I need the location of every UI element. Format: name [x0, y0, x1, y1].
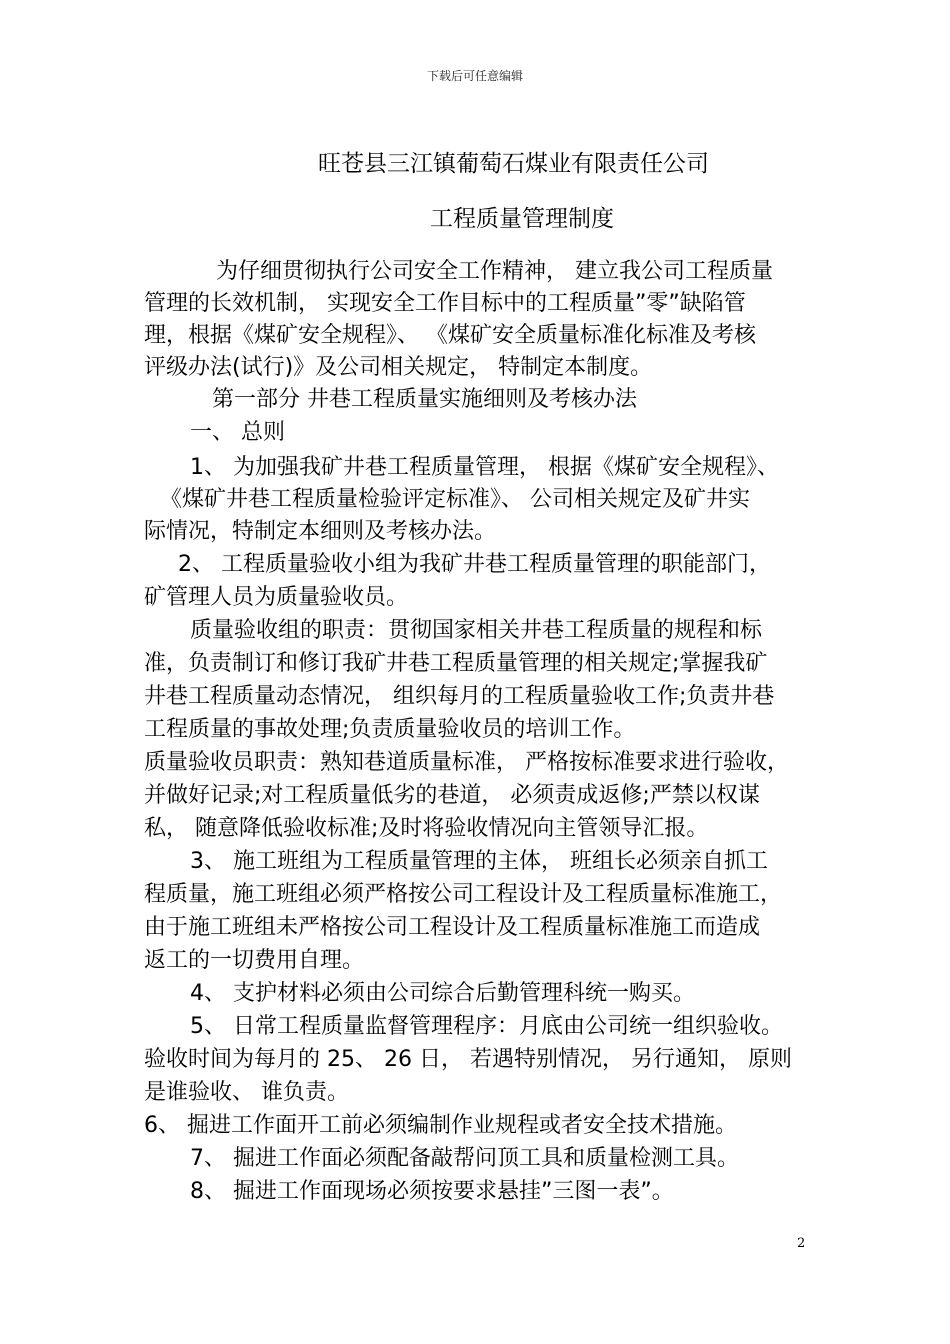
body-line: 私， 随意降低验收标准;及时将验收情况向主管领导汇报。 [144, 816, 709, 841]
body-line: 《煤矿井巷工程质量检验评定标准》、 公司相关规定及矿井实 [160, 487, 750, 512]
body-line: 质量验收组的职责：贯彻国家相关井巷工程质量的规程和标 [190, 618, 763, 643]
body-line: 际情况，特制定本细则及考核办法。 [144, 519, 497, 544]
body-line: 并做好记录;对工程质量低劣的巷道， 必须责成返修;严禁以权谋 [144, 783, 760, 808]
body-line: 验收时间为每月的 25、 26 日， 若遇特别情况， 另行通知， 原则 [144, 1047, 792, 1072]
body-line: 7、 掘进工作面必须配备敲帮问顶工具和质量检测工具。 [190, 1146, 739, 1171]
body-line: 程质量，施工班组必须严格按公司工程设计及工程质量标准施工， [144, 882, 783, 907]
body-line: 返工的一切费用自理。 [144, 948, 365, 973]
page-number: 2 [797, 1236, 806, 1251]
body-line: 是谁验收、 谁负责。 [144, 1080, 349, 1105]
body-line: 3、 施工班组为工程质量管理的主体， 班组长必须亲自抓工 [190, 849, 768, 874]
company-title: 旺苍县三江镇葡萄石煤业有限责任公司 [318, 151, 709, 177]
body-line: 质量验收员职责：熟知巷道质量标准， 严格按标准要求进行验收， [144, 750, 789, 775]
body-line: 4、 支护材料必须由公司综合后勤管理科统一购买。 [190, 981, 695, 1006]
body-line: 井巷工程质量动态情况， 组织每月的工程质量验收工作;负责井巷 [144, 684, 775, 709]
body-line: 2、 工程质量验收小组为我矿井巷工程质量管理的职能部门， [178, 552, 771, 577]
document-title: 工程质量管理制度 [430, 206, 614, 232]
body-line: 评级办法(试行)》及公司相关规定， 特制定本制度。 [144, 355, 653, 380]
body-line: 由于施工班组未严格按公司工程设计及工程质量标准施工而造成 [144, 915, 761, 940]
body-line: 管理的长效机制， 实现安全工作目标中的工程质量”零”缺陷管 [144, 291, 746, 316]
page-header-note: 下载后可任意编辑 [426, 69, 523, 83]
body-line: 工程质量的事故处理;负责质量验收员的培训工作。 [144, 717, 636, 742]
section-heading: 第一部分 井巷工程质量实施细则及考核办法 [212, 387, 637, 412]
body-line: 为仔细贯彻执行公司安全工作精神， 建立我公司工程质量 [216, 259, 773, 284]
body-line: 6、 掘进工作面开工前必须编制作业规程或者安全技术措施。 [144, 1113, 737, 1138]
subsection-heading: 一、 总则 [190, 420, 285, 445]
body-line: 5、 日常工程质量监督管理程序：月底由公司统一组织验收。 [190, 1014, 783, 1039]
body-line: 1、 为加强我矿井巷工程质量管理， 根据《煤矿安全规程》、 [190, 455, 779, 480]
body-line: 理，根据《煤矿安全规程》、 《煤矿安全质量标准化标准及考核 [144, 323, 756, 348]
body-line: 8、 掘进工作面现场必须按要求悬挂”三图一表”。 [190, 1179, 674, 1204]
body-line: 准，负责制订和修订我矿井巷工程质量管理的相关规定;掌握我矿 [144, 651, 768, 676]
body-line: 矿管理人员为质量验收员。 [144, 585, 409, 610]
